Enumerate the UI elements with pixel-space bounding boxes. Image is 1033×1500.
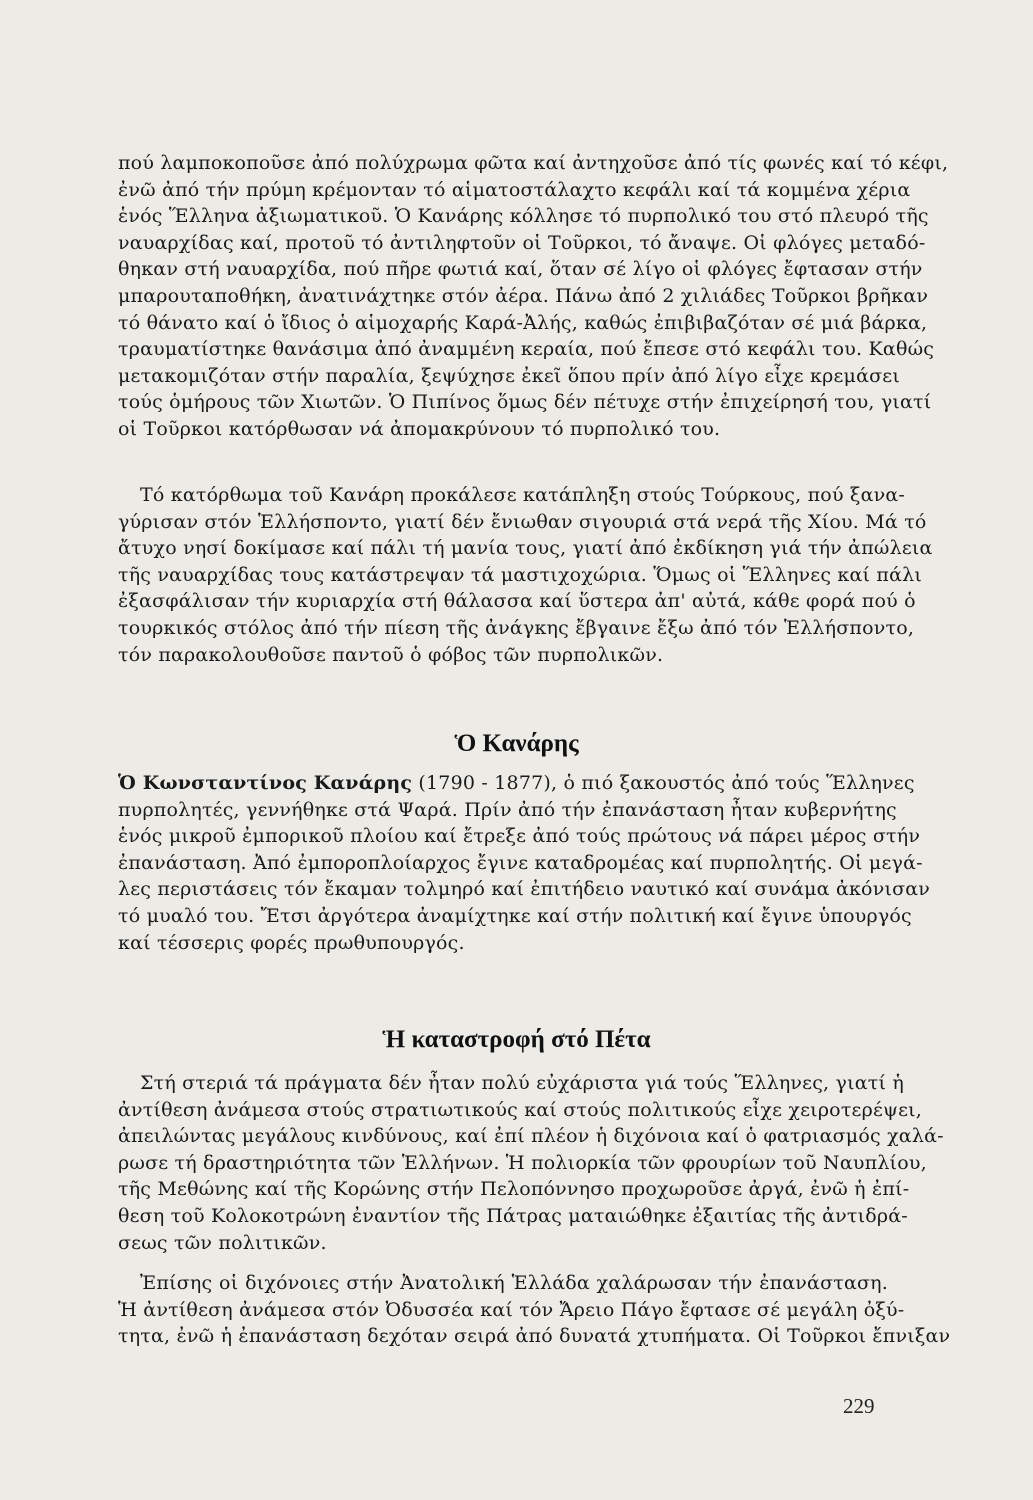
text-line: μετακομιζόταν στήν παραλία, ξεψύχησε ἐκεῖ ὅπου πρίν ἀπό λίγο εἶχε κρεμάσει (118, 364, 900, 387)
paragraph-4 (118, 1070, 944, 1256)
text-line: ρωσε τή δραστηριότητα τῶν Ἑλλήνων. Ἡ πολιορκία τῶν φρουρίων τοῦ Ναυπλίου, (118, 1151, 927, 1174)
text-line: τραυματίστηκε θανάσιμα ἀπό ἀναμμένη κεραία, πού ἔπεσε στό κεφάλι του. Καθώς (118, 338, 935, 361)
text-line: ἀντίθεση ἀνάμεσα στούς στρατιωτικούς καί στούς πολιτικούς εἶχε χειροτερέψει, (118, 1098, 923, 1121)
text-line: ἄτυχο νησί δοκίμασε καί πάλι τή μανία τους, γιατί ἀπό ἐκδίκηση γιά τήν ἀπώλεια (118, 537, 933, 560)
text-line: τουρκικός στόλος ἀπό τήν πίεση τῆς ἀνάγκης ἔβγαινε ἔξω ἀπό τόν Ἑλλήσποντο, (118, 616, 915, 639)
text-line: τό θάνατο καί ὁ ἴδιος ὁ αἱμοχαρής Καρά-Ἀλής, καθώς ἐπιβιβαζόταν σέ μιά βάρκα, (118, 311, 928, 334)
person-name: Ὁ Κωνσταντίνος Κανάρης (118, 772, 413, 794)
page-number: 229 (843, 1394, 875, 1418)
paragraph-3 (118, 770, 931, 956)
text-line: Τό κατόρθωμα τοῦ Κανάρη προκάλεσε κατάπληξη στούς Τούρκους, πού ξανα- (140, 484, 906, 506)
text-line: τό μυαλό του. Ἔτσι ἀργότερα ἀναμίχτηκε καί στήν πολιτική καί ἔγινε ὑπουργός (118, 904, 912, 927)
text-line: πυρπολητές, γεννήθηκε στά Ψαρά. Πρίν ἀπό τήν ἐπανάσταση ἦταν κυβερνήτης (118, 798, 897, 821)
paragraph-2 (118, 482, 933, 668)
text-line: ἑνός Ἕλληνα ἀξιωματικοῦ. Ὁ Κανάρης κόλλησε τό πυρπολικό του στό πλευρό τῆς (118, 205, 929, 228)
text-line: τόν παρακολουθοῦσε παντοῦ ὁ φόβος τῶν πυρπολικῶν. (118, 643, 664, 666)
text-line: οἱ Τοῦρκοι κατόρθωσαν νά ἀπομακρύνουν τό πυρπολικό του. (118, 417, 721, 440)
paragraph-5 (118, 1270, 951, 1350)
text-line: ἐνῶ ἀπό τήν πρύμη κρέμονταν τό αἱματοστάλαχτο κεφάλι καί τά κομμένα χέρια (118, 178, 911, 201)
text-line: Στή στεριά τά πράγματα δέν ἦταν πολύ εὐχάριστα γιά τούς Ἕλληνες, γιατί ἡ (140, 1072, 904, 1094)
text-line: γύρισαν στόν Ἑλλήσποντο, γιατί δέν ἔνιωθαν σιγουριά στά νερά τῆς Χίου. Μά τό (118, 510, 927, 533)
text-line: καί τέσσερις φορές πρωθυπουργός. (118, 931, 465, 954)
text-line: ἐπανάσταση. Ἀπό ἐμποροπλοίαρχος ἔγινε καταδρομέας καί πυρπολητής. Οἱ μεγά- (118, 851, 923, 874)
text-line: θεση τοῦ Κολοκοτρώνη ἐναντίον τῆς Πάτρας ματαιώθηκε ἐξαιτίας τῆς ἀντιδρά- (118, 1204, 908, 1227)
text-line: πού λαμποκοποῦσε ἀπό πολύχρωμα φῶτα καί ἀντηχοῦσε ἀπό τίς φωνές καί τό κέφι, (118, 152, 949, 174)
text-line: τούς ὁμήρους τῶν Χιωτῶν. Ὁ Πιπίνος ὅμως δέν πέτυχε στήν ἐπιχείρησή του, γιατί (118, 391, 932, 414)
text-line: θηκαν στή ναυαρχίδα, πού πῆρε φωτιά καί, ὅταν σέ λίγο οἱ φλόγες ἔφτασαν στήν (118, 258, 923, 281)
text-line: τῆς ναυαρχίδας τους κατάστρεψαν τά μαστιχοχώρια. Ὅμως οἱ Ἕλληνες καί πάλι (118, 563, 923, 586)
paragraph-1 (118, 150, 949, 443)
text-fragment: (1790 - 1877), ὁ πιό ξακουστός ἀπό τούς Ἕλληνες (412, 772, 915, 794)
section-heading-kanaris: Ὁ Κανάρης (454, 730, 579, 757)
text-line: ἀπειλώντας μεγάλους κινδύνους, καί ἐπί πλέον ἡ διχόνοια καί ὁ φατριασμός χαλά- (118, 1125, 944, 1148)
section-heading-peta: Ἡ καταστροφή στό Πέτα (382, 1026, 651, 1053)
text-line: τῆς Μεθώνης καί τῆς Κορώνης στήν Πελοπόννησο προχωροῦσε ἀργά, ἐνῶ ἡ ἐπί- (118, 1178, 910, 1201)
text-line: μπαρουταποθήκη, ἀνατινάχτηκε στόν ἀέρα. Πάνω ἀπό 2 χιλιάδες Τοῦρκοι βρῆκαν (118, 284, 929, 307)
text-line (118, 770, 915, 797)
text-line: λες περιστάσεις τόν ἔκαμαν τολμηρό καί ἐπιτήδειο ναυτικό καί συνάμα ἀκόνισαν (118, 878, 931, 901)
text-line: Ἐπίσης οἱ διχόνοιες στήν Ἀνατολική Ἑλλάδα χαλάρωσαν τήν ἐπανάσταση. (140, 1272, 888, 1294)
text-line: ναυαρχίδας καί, προτοῦ τό ἀντιληφτοῦν οἱ Τοῦρκοι, τό ἄναψε. Οἱ φλόγες μεταδό- (118, 231, 926, 254)
text-line: ἐξασφάλισαν τήν κυριαρχία στή θάλασσα καί ὕστερα ἀπ' αὐτά, κάθε φορά πού ὁ (118, 590, 916, 613)
text-line: ἑνός μικροῦ ἐμπορικοῦ πλοίου καί ἔτρεξε ἀπό τούς πρώτους νά πάρει μέρος στήν (118, 825, 921, 848)
text-line: τητα, ἐνῶ ἡ ἐπανάσταση δεχόταν σειρά ἀπό δυνατά χτυπήματα. Οἱ Τοῦρκοι ἔπνιξαν (118, 1325, 951, 1348)
text-line: Ἡ ἀντίθεση ἀνάμεσα στόν Ὀδυσσέα καί τόν Ἄρειο Πάγο ἔφτασε σέ μεγάλη ὀξύ- (118, 1298, 905, 1321)
text-line: σεως τῶν πολιτικῶν. (118, 1231, 327, 1254)
